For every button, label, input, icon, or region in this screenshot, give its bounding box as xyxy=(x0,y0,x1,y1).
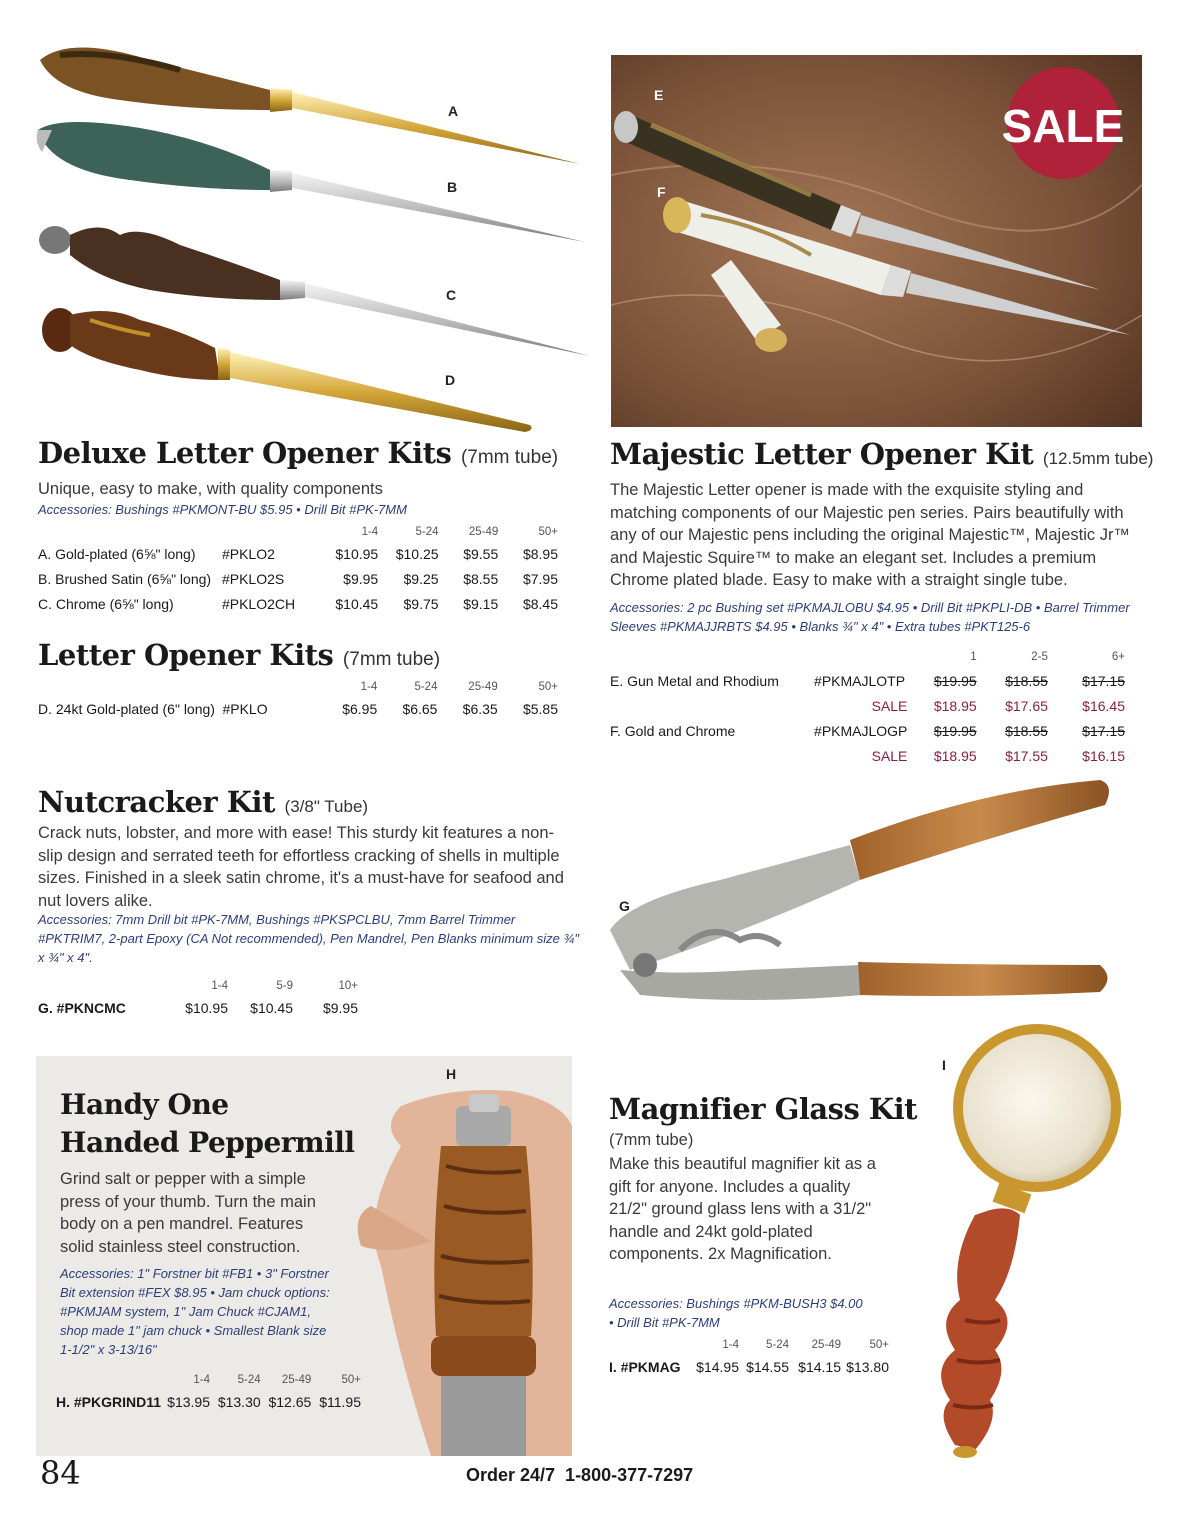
price: $13.80 xyxy=(846,1358,889,1375)
qty-header: 1-4 xyxy=(360,681,378,693)
sale-label: SALE xyxy=(871,747,908,764)
qty-header: 5-24 xyxy=(414,681,438,693)
price-row xyxy=(610,668,1125,693)
deluxe-description: Unique, easy to make, with quality components xyxy=(38,480,383,498)
magnifier-price-table xyxy=(609,1336,889,1379)
price: $14.55 xyxy=(746,1358,789,1375)
sale-price: $17.65 xyxy=(1005,697,1048,714)
qty-header: 50+ xyxy=(341,1374,361,1386)
item-label: F. Gold and Chrome xyxy=(610,722,736,739)
price: $14.95 xyxy=(696,1358,739,1375)
sale-row xyxy=(610,693,1125,718)
item-label: B. Brushed Satin (6⅝" long) xyxy=(38,570,212,587)
item-sku: #PKLO2CH xyxy=(221,595,296,612)
majestic-tube: (12.5mm tube) xyxy=(1042,449,1154,468)
price: $8.45 xyxy=(522,595,558,612)
majestic-price-header xyxy=(610,646,1125,668)
peppermill-price-header xyxy=(56,1371,361,1389)
price: $9.75 xyxy=(403,595,439,612)
price: $6.65 xyxy=(402,700,438,717)
price-row xyxy=(38,541,558,566)
price-row xyxy=(610,718,1125,743)
price-row xyxy=(38,696,558,721)
letter-price-table xyxy=(38,678,558,721)
peppermill-panel xyxy=(36,1056,572,1456)
price: $10.45 xyxy=(250,999,293,1016)
magnifier-title: Magnifier Glass Kit xyxy=(609,1092,918,1126)
price: $10.25 xyxy=(395,545,439,562)
item-sku: #PKLO xyxy=(222,700,268,717)
qty-header: 1-4 xyxy=(211,980,228,992)
item-label: G. #PKNCMC xyxy=(38,999,126,1016)
price: $9.95 xyxy=(322,999,358,1016)
regular-price: $18.55 xyxy=(1005,672,1048,689)
qty-header: 1 xyxy=(970,651,977,663)
price: $9.25 xyxy=(403,570,439,587)
peppermill-accessories: Accessories: 1" Forstner bit #FB1 • 3" Forstner Bit extension #FEX $8.95 • Jam chuck options: #PKMJAM system, 1" Jam Chuck #CJAM1, shop made 1" jam chuck • Smallest Blank size 1-1/2" x 3-13/16" xyxy=(60,1266,330,1357)
price: $7.95 xyxy=(522,570,558,587)
label-h: H xyxy=(446,1066,457,1082)
opener-b xyxy=(37,122,585,242)
price: $5.85 xyxy=(522,700,558,717)
sale-row xyxy=(610,743,1125,768)
qty-header: 6+ xyxy=(1111,651,1125,663)
qty-header: 25-49 xyxy=(468,681,498,693)
qty-header: 1-4 xyxy=(361,526,379,538)
regular-price: $18.55 xyxy=(1005,722,1048,739)
deluxe-heading xyxy=(38,436,558,470)
qty-header: 5-24 xyxy=(237,1374,261,1386)
item-sku: #PKLO2S xyxy=(221,570,285,587)
deluxe-tube: (7mm tube) xyxy=(460,447,559,468)
majestic-heading xyxy=(610,437,1153,471)
price-row xyxy=(38,995,358,1020)
price: $9.15 xyxy=(463,595,499,612)
label-i: I xyxy=(942,1057,946,1073)
qty-header: 1-4 xyxy=(722,1339,739,1351)
qty-header: 25-49 xyxy=(811,1339,841,1351)
nutcracker-description: Crack nuts, lobster, and more with ease! This sturdy kit features a non-slip design and serrated teeth for effortless cracking of shells in multiple sizes. Finished in a sleek satin chrome, it's a must-have for seafood and nut lovers alike. xyxy=(38,824,564,910)
peppermill-title xyxy=(60,1086,355,1162)
nutcracker-price-table xyxy=(38,977,358,1020)
letter-price-header xyxy=(38,678,558,696)
nutcracker-title: Nutcracker Kit xyxy=(38,785,275,819)
price: $9.55 xyxy=(463,545,499,562)
item-label: E. Gun Metal and Rhodium xyxy=(610,672,779,689)
price: $8.95 xyxy=(522,545,558,562)
nutcracker-tube: (3/8" Tube) xyxy=(284,797,369,816)
letter-openers-image xyxy=(30,30,600,440)
item-sku: #PKMAJLOGP xyxy=(814,722,908,739)
price: $8.55 xyxy=(463,570,499,587)
page-number: 84 xyxy=(40,1454,81,1492)
magnifier-accessories: Accessories: Bushings #PKM-BUSH3 $4.00 • Drill Bit #PK-7MM xyxy=(609,1296,863,1330)
price-row xyxy=(38,566,558,591)
label-c: C xyxy=(446,287,457,303)
price: $11.95 xyxy=(319,1393,361,1410)
price: $6.35 xyxy=(462,700,498,717)
price: $6.95 xyxy=(342,700,378,717)
magnifier-price-header xyxy=(609,1336,889,1354)
letter-heading xyxy=(38,638,440,672)
majestic-image xyxy=(611,55,1142,427)
qty-header: 2-5 xyxy=(1031,651,1048,663)
qty-header: 10+ xyxy=(338,980,358,992)
qty-header: 25-49 xyxy=(281,1374,312,1386)
peppermill-title-line2: Handed Peppermill xyxy=(60,1126,355,1159)
deluxe-price-table xyxy=(38,523,558,616)
sale-price: $16.45 xyxy=(1082,697,1125,714)
label-d: D xyxy=(445,372,456,388)
majestic-price-table xyxy=(610,646,1125,768)
peppermill-title-line1: Handy One xyxy=(60,1088,229,1121)
magnifier-description: Make this beautiful magnifier kit as a gift for anyone. Includes a quality 21/2" ground glass lens with a 31/2" handle and 24kt gold-plated components. 2x Magnification. xyxy=(609,1155,876,1263)
peppermill-image xyxy=(341,1066,572,1456)
item-label: H. #PKGRIND11 xyxy=(56,1393,162,1410)
majestic-description: The Majestic Letter opener is made with the exquisite styling and matching components of our Majestic pen series. Pairs beautifully with any of our Majestic pens including the original Majestic™, Majestic Jr™ and Majestic Squire™ to make an elegant set. Includes a premium Chrome plated blade. Easy to make with a straight single tube. xyxy=(610,481,1130,589)
price-row xyxy=(38,591,558,616)
nutcracker-image xyxy=(600,770,1120,1020)
majestic-accessories: Accessories: 2 pc Bushing set #PKMAJLOBU $4.95 • Drill Bit #PKPLI-DB • Barrel Trimmer Sleeves #PKMAJJRBTS $4.95 • Blanks ¾" x 4" • Extra tubes #PKT125-6 xyxy=(610,600,1130,634)
item-sku: #PKLO2 xyxy=(221,545,275,562)
label-b: B xyxy=(447,179,458,195)
sale-badge-text: SALE xyxy=(1001,100,1125,152)
qty-header: 50+ xyxy=(538,526,558,538)
item-label: A. Gold-plated (6⅝" long) xyxy=(38,545,196,562)
nutcracker-price-header xyxy=(38,977,358,995)
qty-header: 50+ xyxy=(869,1339,889,1351)
nutcracker-heading xyxy=(38,785,368,819)
regular-price: $17.15 xyxy=(1082,672,1125,689)
peppermill-description: Grind salt or pepper with a simple press of your thumb. Turn the main body on a pen mandrel. Features solid stainless steel construction. xyxy=(60,1170,316,1256)
deluxe-title: Deluxe Letter Opener Kits xyxy=(38,436,452,470)
letter-tube: (7mm tube) xyxy=(342,649,441,670)
label-g: G xyxy=(619,898,630,914)
label-a: A xyxy=(448,103,459,119)
order-phone: Order 24/7 1-800-377-7297 xyxy=(466,1465,694,1485)
label-e: E xyxy=(654,87,664,103)
deluxe-accessories: Accessories: Bushings #PKMONT-BU $5.95 • Drill Bit #PK-7MM xyxy=(38,502,407,517)
price: $13.30 xyxy=(217,1393,261,1410)
sale-price: $17.55 xyxy=(1005,747,1048,764)
price-row xyxy=(609,1354,889,1379)
sale-price: $18.95 xyxy=(933,697,977,714)
price: $10.95 xyxy=(335,545,379,562)
regular-price: $17.15 xyxy=(1082,722,1125,739)
label-f: F xyxy=(657,184,666,200)
item-label: D. 24kt Gold-plated (6" long) xyxy=(38,700,215,717)
price: $12.65 xyxy=(268,1393,312,1410)
magnifier-tube: (7mm tube) xyxy=(609,1131,694,1149)
qty-header: 25-49 xyxy=(468,526,499,538)
sale-price: $18.95 xyxy=(933,747,977,764)
deluxe-price-header xyxy=(38,523,558,541)
item-sku: #PKMAJLOTP xyxy=(814,672,906,689)
majestic-title: Majestic Letter Opener Kit xyxy=(610,437,1034,471)
price: $10.95 xyxy=(185,999,228,1016)
regular-price: $19.95 xyxy=(933,722,977,739)
item-label: I. #PKMAG xyxy=(609,1358,681,1375)
price: $13.95 xyxy=(167,1393,210,1410)
price: $9.95 xyxy=(343,570,379,587)
price: $10.45 xyxy=(335,595,379,612)
qty-header: 50+ xyxy=(538,681,558,693)
letter-title: Letter Opener Kits xyxy=(38,638,334,672)
price-row xyxy=(56,1389,361,1414)
peppermill-price-table xyxy=(56,1371,361,1414)
sale-label: SALE xyxy=(871,697,908,714)
sale-price: $16.15 xyxy=(1082,747,1125,764)
price: $14.15 xyxy=(798,1358,841,1375)
nutcracker-accessories: Accessories: 7mm Drill bit #PK-7MM, Bushings #PKSPCLBU, 7mm Barrel Trimmer #PKTRIM7, 2-part Epoxy (CA Not recommended), Pen Mandrel, Pen Blanks minimum size ¾" x ¾" x 4". xyxy=(38,912,579,965)
magnifier-image xyxy=(895,1020,1155,1470)
qty-header: 5-24 xyxy=(415,526,439,538)
regular-price: $19.95 xyxy=(933,672,977,689)
qty-header: 5-9 xyxy=(276,980,293,992)
qty-header: 5-24 xyxy=(765,1339,789,1351)
qty-header: 1-4 xyxy=(193,1374,210,1386)
item-label: C. Chrome (6⅝" long) xyxy=(38,595,174,612)
